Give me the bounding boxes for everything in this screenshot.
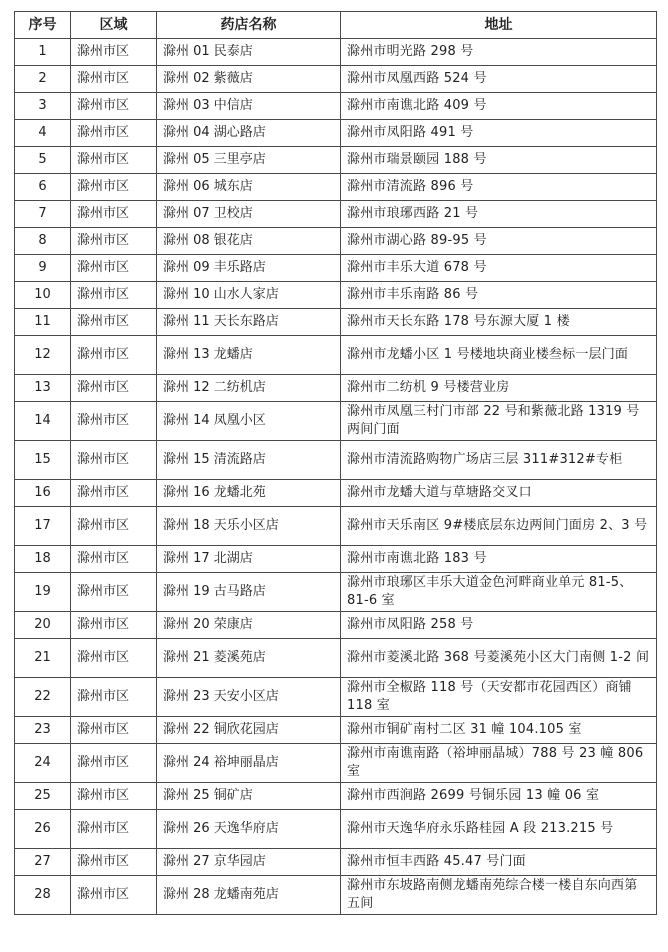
- pharmacy-list-table: [14, 11, 657, 915]
- table-row: [15, 309, 657, 336]
- cell-address: 滁州市南谯北路 183 号: [341, 546, 657, 573]
- table-row: [15, 573, 657, 612]
- cell-address: 滁州市西涧路 2699 号铜乐园 13 幢 06 室: [341, 783, 657, 810]
- cell-address: 滁州市天长东路 178 号东源大厦 1 楼: [341, 309, 657, 336]
- cell-pharmacy-name: 滁州 11 天长东路店: [157, 309, 341, 336]
- cell-address: 滁州市清流路 896 号: [341, 174, 657, 201]
- cell-address: 滁州市南谯北路 409 号: [341, 93, 657, 120]
- cell-pharmacy-name: 滁州 17 北湖店: [157, 546, 341, 573]
- cell-area: 滁州市区: [71, 375, 157, 402]
- cell-address: 滁州市丰乐大道 678 号: [341, 255, 657, 282]
- cell-serial-number: 22: [15, 678, 71, 717]
- table-body: [15, 39, 657, 915]
- cell-pharmacy-name: 滁州 09 丰乐路店: [157, 255, 341, 282]
- cell-pharmacy-name: 滁州 18 天乐小区店: [157, 507, 341, 546]
- table-row: [15, 93, 657, 120]
- table-row: [15, 678, 657, 717]
- cell-address: 滁州市湖心路 89-95 号: [341, 228, 657, 255]
- cell-pharmacy-name: 滁州 26 天逸华府店: [157, 810, 341, 849]
- header-pharmacy-name: 药店名称: [157, 12, 341, 39]
- table-row: [15, 810, 657, 849]
- cell-pharmacy-name: 滁州 02 紫薇店: [157, 66, 341, 93]
- cell-serial-number: 19: [15, 573, 71, 612]
- cell-pharmacy-name: 滁州 01 民泰店: [157, 39, 341, 66]
- header-area: 区域: [71, 12, 157, 39]
- cell-area: 滁州市区: [71, 66, 157, 93]
- table-row: [15, 744, 657, 783]
- cell-serial-number: 12: [15, 336, 71, 375]
- table-row: [15, 849, 657, 876]
- cell-area: 滁州市区: [71, 546, 157, 573]
- cell-serial-number: 14: [15, 402, 71, 441]
- table-row: [15, 120, 657, 147]
- cell-pharmacy-name: 滁州 19 古马路店: [157, 573, 341, 612]
- cell-serial-number: 25: [15, 783, 71, 810]
- cell-area: 滁州市区: [71, 441, 157, 480]
- cell-serial-number: 2: [15, 66, 71, 93]
- cell-area: 滁州市区: [71, 39, 157, 66]
- cell-pharmacy-name: 滁州 22 铜欣花园店: [157, 717, 341, 744]
- cell-address: 滁州市清流路购物广场店三层 311#312#专柜: [341, 441, 657, 480]
- cell-serial-number: 15: [15, 441, 71, 480]
- cell-address: 滁州市菱溪北路 368 号菱溪苑小区大门南侧 1-2 间: [341, 639, 657, 678]
- cell-area: 滁州市区: [71, 639, 157, 678]
- cell-area: 滁州市区: [71, 573, 157, 612]
- table-row: [15, 39, 657, 66]
- cell-pharmacy-name: 滁州 28 龙蟠南苑店: [157, 876, 341, 915]
- table-row: [15, 255, 657, 282]
- cell-pharmacy-name: 滁州 10 山水人家店: [157, 282, 341, 309]
- cell-pharmacy-name: 滁州 15 清流路店: [157, 441, 341, 480]
- cell-serial-number: 16: [15, 480, 71, 507]
- cell-address: 滁州市琅琊区丰乐大道金色河畔商业单元 81-5、81-6 室: [341, 573, 657, 612]
- cell-address: 滁州市二纺机 9 号楼营业房: [341, 375, 657, 402]
- cell-pharmacy-name: 滁州 20 荣康店: [157, 612, 341, 639]
- cell-pharmacy-name: 滁州 25 铜矿店: [157, 783, 341, 810]
- cell-pharmacy-name: 滁州 14 凤凰小区: [157, 402, 341, 441]
- cell-address: 滁州市龙蟠小区 1 号楼地块商业楼叁标一层门面: [341, 336, 657, 375]
- cell-area: 滁州市区: [71, 201, 157, 228]
- cell-area: 滁州市区: [71, 612, 157, 639]
- cell-serial-number: 9: [15, 255, 71, 282]
- cell-serial-number: 17: [15, 507, 71, 546]
- cell-pharmacy-name: 滁州 08 银花店: [157, 228, 341, 255]
- cell-area: 滁州市区: [71, 849, 157, 876]
- cell-serial-number: 13: [15, 375, 71, 402]
- cell-serial-number: 21: [15, 639, 71, 678]
- cell-area: 滁州市区: [71, 402, 157, 441]
- cell-pharmacy-name: 滁州 27 京华园店: [157, 849, 341, 876]
- cell-serial-number: 28: [15, 876, 71, 915]
- table-row: [15, 375, 657, 402]
- cell-address: 滁州市明光路 298 号: [341, 39, 657, 66]
- cell-pharmacy-name: 滁州 07 卫校店: [157, 201, 341, 228]
- cell-area: 滁州市区: [71, 255, 157, 282]
- cell-serial-number: 4: [15, 120, 71, 147]
- cell-pharmacy-name: 滁州 04 湖心路店: [157, 120, 341, 147]
- table-row: [15, 639, 657, 678]
- table-header-row: [15, 12, 657, 39]
- cell-area: 滁州市区: [71, 336, 157, 375]
- cell-address: 滁州市凤凰西路 524 号: [341, 66, 657, 93]
- cell-address: 滁州市瑞景颐园 188 号: [341, 147, 657, 174]
- cell-serial-number: 24: [15, 744, 71, 783]
- cell-area: 滁州市区: [71, 480, 157, 507]
- cell-address: 滁州市东坡路南侧龙蟠南苑综合楼一楼自东向西第五间: [341, 876, 657, 915]
- cell-serial-number: 6: [15, 174, 71, 201]
- table-row: [15, 507, 657, 546]
- table-row: [15, 441, 657, 480]
- cell-address: 滁州市天乐南区 9#楼底层东边两间门面房 2、3 号: [341, 507, 657, 546]
- cell-area: 滁州市区: [71, 93, 157, 120]
- cell-area: 滁州市区: [71, 810, 157, 849]
- cell-area: 滁州市区: [71, 783, 157, 810]
- table-row: [15, 282, 657, 309]
- cell-serial-number: 10: [15, 282, 71, 309]
- cell-area: 滁州市区: [71, 228, 157, 255]
- table-row: [15, 201, 657, 228]
- table-row: [15, 783, 657, 810]
- cell-serial-number: 23: [15, 717, 71, 744]
- table-row: [15, 612, 657, 639]
- cell-serial-number: 8: [15, 228, 71, 255]
- cell-pharmacy-name: 滁州 05 三里亭店: [157, 147, 341, 174]
- cell-serial-number: 11: [15, 309, 71, 336]
- cell-area: 滁州市区: [71, 282, 157, 309]
- cell-address: 滁州市铜矿南村二区 31 幢 104.105 室: [341, 717, 657, 744]
- header-serial-number: 序号: [15, 12, 71, 39]
- table-row: [15, 546, 657, 573]
- table-row: [15, 876, 657, 915]
- cell-pharmacy-name: 滁州 24 裕坤丽晶店: [157, 744, 341, 783]
- cell-address: 滁州市琅琊西路 21 号: [341, 201, 657, 228]
- cell-address: 滁州市凤阳路 258 号: [341, 612, 657, 639]
- cell-serial-number: 5: [15, 147, 71, 174]
- cell-serial-number: 26: [15, 810, 71, 849]
- table-row: [15, 147, 657, 174]
- table-row: [15, 336, 657, 375]
- cell-address: 滁州市丰乐南路 86 号: [341, 282, 657, 309]
- table-row: [15, 66, 657, 93]
- cell-area: 滁州市区: [71, 309, 157, 336]
- cell-address: 滁州市南谯南路（裕坤丽晶城）788 号 23 幢 806 室: [341, 744, 657, 783]
- header-address: 地址: [341, 12, 657, 39]
- table-row: [15, 174, 657, 201]
- cell-area: 滁州市区: [71, 147, 157, 174]
- cell-area: 滁州市区: [71, 507, 157, 546]
- table-row: [15, 480, 657, 507]
- cell-pharmacy-name: 滁州 23 天安小区店: [157, 678, 341, 717]
- cell-serial-number: 18: [15, 546, 71, 573]
- cell-pharmacy-name: 滁州 06 城东店: [157, 174, 341, 201]
- cell-area: 滁州市区: [71, 174, 157, 201]
- table-row: [15, 717, 657, 744]
- cell-address: 滁州市恒丰西路 45.47 号门面: [341, 849, 657, 876]
- cell-serial-number: 3: [15, 93, 71, 120]
- table-row: [15, 402, 657, 441]
- cell-serial-number: 7: [15, 201, 71, 228]
- cell-pharmacy-name: 滁州 16 龙蟠北苑: [157, 480, 341, 507]
- cell-serial-number: 1: [15, 39, 71, 66]
- table-row: [15, 228, 657, 255]
- cell-pharmacy-name: 滁州 03 中信店: [157, 93, 341, 120]
- cell-area: 滁州市区: [71, 717, 157, 744]
- cell-area: 滁州市区: [71, 744, 157, 783]
- cell-address: 滁州市龙蟠大道与草塘路交叉口: [341, 480, 657, 507]
- cell-address: 滁州市天逸华府永乐路桂园 A 段 213.215 号: [341, 810, 657, 849]
- cell-pharmacy-name: 滁州 21 菱溪苑店: [157, 639, 341, 678]
- cell-area: 滁州市区: [71, 678, 157, 717]
- cell-area: 滁州市区: [71, 120, 157, 147]
- cell-address: 滁州市凤凰三村门市部 22 号和紫薇北路 1319 号两间门面: [341, 402, 657, 441]
- cell-serial-number: 27: [15, 849, 71, 876]
- cell-pharmacy-name: 滁州 12 二纺机店: [157, 375, 341, 402]
- cell-address: 滁州市全椒路 118 号（天安都市花园西区）商铺 118 室: [341, 678, 657, 717]
- cell-area: 滁州市区: [71, 876, 157, 915]
- cell-serial-number: 20: [15, 612, 71, 639]
- cell-pharmacy-name: 滁州 13 龙蟠店: [157, 336, 341, 375]
- cell-address: 滁州市凤阳路 491 号: [341, 120, 657, 147]
